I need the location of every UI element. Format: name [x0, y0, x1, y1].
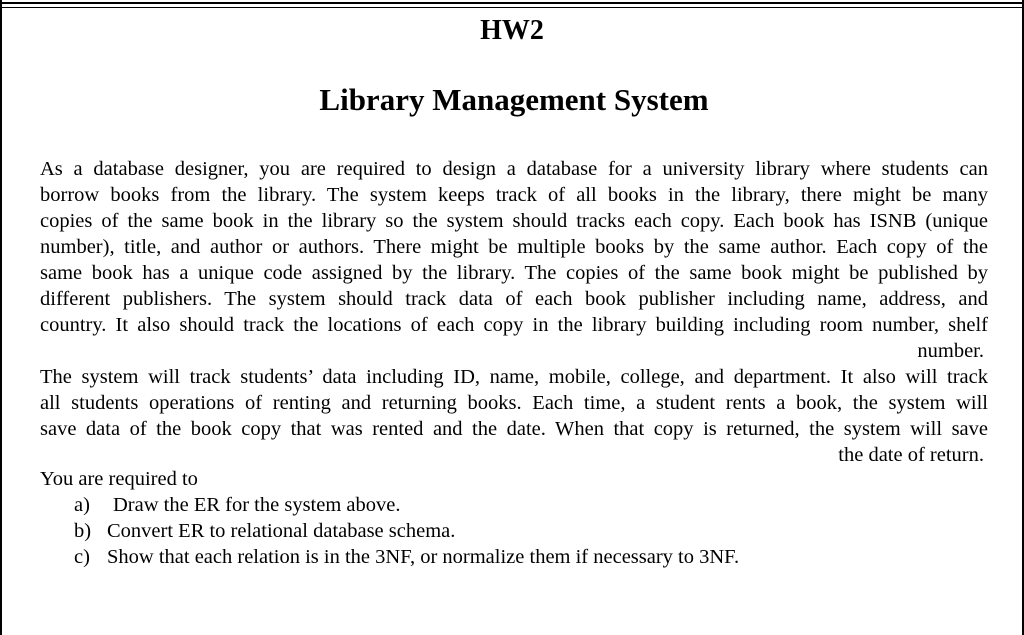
paragraph-1-line: borrow books from the library. The system keeps track of all books in the library, there might be many — [40, 184, 988, 206]
top-double-rule — [0, 2, 1024, 8]
task-item — [74, 518, 739, 544]
requirements-intro: You are required to — [40, 468, 198, 490]
paragraph-1-line: copies of the same book in the library so the system should tracks each copy. Each book has ISNB (unique — [40, 210, 988, 232]
paragraph-2-line: The system will track students’ data including ID, name, mobile, college, and department. It also will track — [40, 366, 988, 388]
paragraph-1-line: number), title, and author or authors. There might be multiple books by the same author. Each copy of the — [40, 236, 988, 258]
system-title: Library Management System — [319, 82, 709, 117]
task-marker: b) — [74, 520, 92, 542]
problem-description — [40, 156, 988, 468]
task-text: Convert ER to relational database schema. — [107, 520, 456, 542]
task-marker: a) — [74, 494, 90, 516]
paragraph-1-line: country. It also should track the locations of each copy in the library building including room number, shelf — [40, 314, 988, 336]
task-item — [74, 492, 739, 518]
task-list — [74, 492, 739, 570]
paragraph-1-line: number. — [917, 340, 984, 362]
task-text: Show that each relation is in the 3NF, or normalize them if necessary to 3NF. — [107, 546, 740, 568]
task-marker: c) — [74, 546, 90, 568]
paragraph-1-line: different publishers. The system should track data of each book publisher including name, address, and — [40, 288, 988, 310]
paragraph-1-line: As a database designer, you are required to design a database for a university library where students can — [40, 158, 988, 180]
task-item — [74, 544, 739, 570]
homework-title: HW2 — [480, 15, 544, 46]
paragraph-2-line: the date of return. — [838, 444, 984, 466]
task-text: Draw the ER for the system above. — [113, 494, 401, 516]
paragraph-2-line: save data of the book copy that was rented and the date. When that copy is returned, the system will save — [40, 418, 988, 440]
paragraph-2-line: all students operations of renting and returning books. Each time, a student rents a book, the system will — [40, 392, 988, 414]
paragraph-1-line: same book has a unique code assigned by the library. The copies of the same book might be published by — [40, 262, 988, 284]
